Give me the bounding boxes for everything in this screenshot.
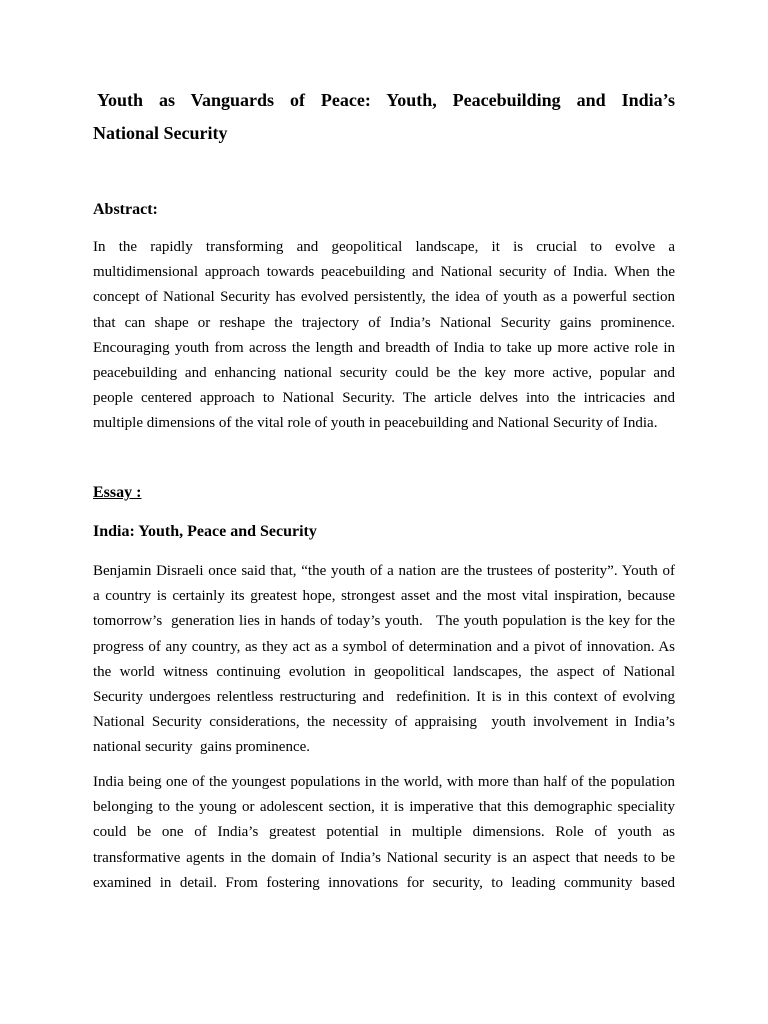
paragraph-line: national security gains prominence. (93, 739, 311, 756)
abstract-line: multiple dimensions of the vital role of youth in peacebuilding and National Security of India. (93, 415, 658, 432)
abstract-line: that can shape or reshape the trajectory of India’s National Security gains prominence. (93, 314, 675, 331)
essay-heading: Essay : (93, 484, 142, 501)
paragraph-line: National Security considerations, the necessity of appraising youth involvement in India’s (93, 714, 675, 731)
abstract-line: peacebuilding and enhancing national security could be the key more active, popular and (93, 365, 675, 382)
paragraph-line: transformative agents in the domain of India’s National security is an aspect that needs to be (93, 849, 675, 866)
document-title (93, 84, 675, 150)
paragraph-line: could be one of India’s greatest potential in multiple dimensions. Role of youth as (93, 824, 675, 841)
title-line-2: National Security (93, 123, 228, 143)
abstract-line: people centered approach to National Security. The article delves into the intricacies and (93, 390, 675, 407)
paragraph-line: Benjamin Disraeli once said that, “the youth of a nation are the trustees of posterity”. Youth of (93, 563, 675, 579)
abstract-line: Encouraging youth from across the length and breadth of India to take up more active role in (93, 339, 675, 356)
abstract-line: multidimensional approach towards peacebuilding and National security of India. When the (93, 264, 675, 281)
paragraph-line: belonging to the young or adolescent section, it is imperative that this demographic speciality (93, 799, 675, 816)
paragraph-line: tomorrow’s generation lies in hands of today’s youth. The youth population is the key for the (93, 613, 675, 630)
essay-paragraph-1 (93, 559, 675, 761)
abstract-line: concept of National Security has evolved persistently, the idea of youth as a powerful section (93, 289, 675, 306)
paragraph-line: India being one of the youngest populations in the world, with more than half of the population (93, 774, 675, 790)
paragraph-line: the world witness continuing evolution in geopolitical landscapes, the aspect of National (93, 663, 675, 680)
section-heading: India: Youth, Peace and Security (93, 523, 317, 540)
paragraph-line: Security undergoes relentless restructuring and redefinition. It is in this context of evolving (93, 689, 675, 706)
title-line-1: Youth as Vanguards of Peace: Youth, Peacebuilding and India’s (97, 90, 675, 110)
abstract-line: In the rapidly transforming and geopolitical landscape, it is crucial to evolve a (93, 239, 675, 255)
paragraph-line: progress of any country, as they act as a symbol of determination and a pivot of innovation. As (93, 638, 675, 655)
abstract-paragraph (93, 235, 675, 437)
paragraph-line: a country is certainly its greatest hope, strongest asset and the most vital inspiration, because (93, 588, 675, 605)
abstract-heading: Abstract: (93, 201, 158, 218)
document-page (93, 84, 675, 891)
paragraph-line: examined in detail. From fostering innovations for security, to leading community based (93, 874, 675, 891)
essay-paragraph-2 (93, 770, 675, 896)
